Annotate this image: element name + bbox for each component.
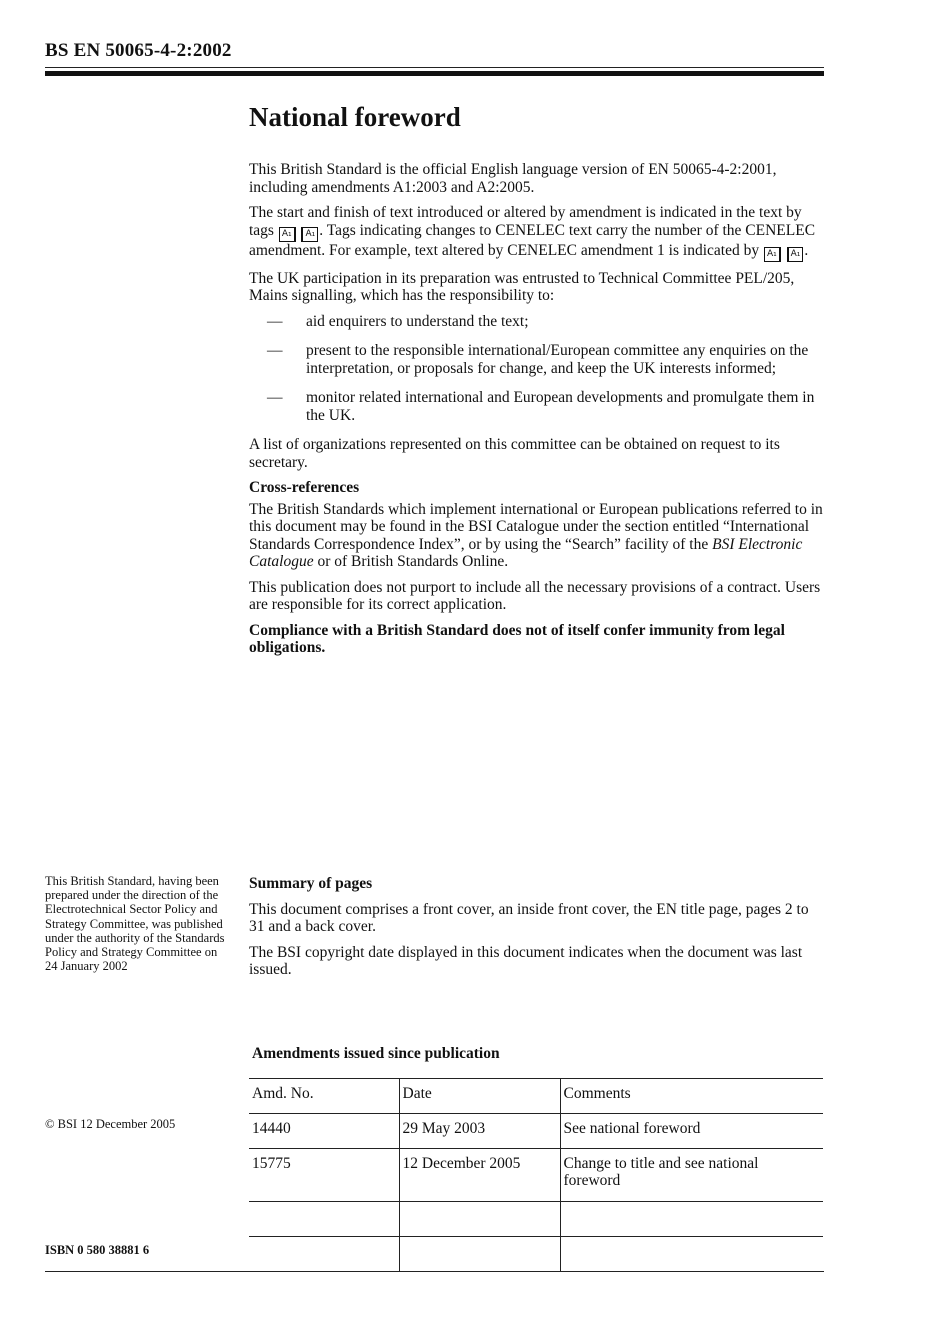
amendments-heading: Amendments issued since publication <box>252 1045 500 1062</box>
dash-icon: — <box>267 389 283 406</box>
isbn: ISBN 0 580 38881 6 <box>45 1243 150 1257</box>
table-cell <box>399 1237 560 1272</box>
header-rule-thick <box>45 71 824 76</box>
summary-of-pages-section <box>249 875 824 987</box>
table-cell: Change to title and see national foreword <box>560 1149 823 1202</box>
paragraph-tags <box>249 204 824 262</box>
table-cell: 29 May 2003 <box>399 1114 560 1149</box>
table-cell: 12 December 2005 <box>399 1149 560 1202</box>
list-item: — aid enquirers to understand the text; <box>267 312 529 330</box>
amendment-1-close-tag-icon: A₁ <box>787 247 804 262</box>
footer-rule <box>45 1271 824 1272</box>
table-cell: 15775 <box>249 1149 399 1202</box>
table-cell <box>249 1202 399 1237</box>
list-item: — present to the responsible international/European committee any enquiries on the interpretation, or proposals for change, and keep the UK interests informed; <box>267 342 809 377</box>
paragraph-cross-references: The British Standards which implement international or European publications referred to in this document may be found in the BSI Catalogue under the section entitled “International Standards Correspondence Index”, or by using the “Search” facility of the BSI Electronic Catalogue or of British Standards Online. <box>249 500 823 570</box>
national-foreword-section <box>249 100 824 665</box>
dash-icon: — <box>267 312 283 330</box>
paragraph-tags-part-1: The start and finish of text introduced or altered by amendment is indicated in the text by tags <box>249 204 802 239</box>
paragraph-committee: The UK participation in its preparation was entrusted to Technical Committee PEL/205, Mains signalling, which has the responsibility to: <box>249 269 795 304</box>
column-header-comments: Comments <box>560 1079 823 1114</box>
table-cell <box>399 1202 560 1237</box>
header-rule-thin <box>45 67 824 68</box>
dash-icon: — <box>267 342 283 359</box>
table-cell <box>560 1237 823 1272</box>
bsi-catalogue-title: BSI Electronic Catalogue <box>249 535 803 570</box>
table-cell: See national foreword <box>560 1114 823 1149</box>
amendment-open-tag-icon: A₁ <box>279 227 296 242</box>
publication-note: This British Standard, having been prepared under the direction of the Electrotechnical Sector Policy and Strategy Committee, was published under the authority of the Standards Policy and Strategy Committee on 24 January 2002 <box>45 874 225 974</box>
summary-paragraph-pages: This document comprises a front cover, an inside front cover, the EN title page, pages 2 to 31 and a back cover. <box>249 900 809 935</box>
responsibility-list <box>249 313 824 425</box>
table-cell <box>249 1237 399 1272</box>
table-row <box>249 1149 823 1202</box>
table-header-row <box>249 1079 823 1114</box>
paragraph-tags-part-2: . Tags indicating changes to CENELEC text carry the number of the CENELEC amendment. For example, text altered by CENELEC amendment 1 is indicated by <box>249 221 816 259</box>
amendments-table <box>249 1078 823 1272</box>
table-row <box>249 1114 823 1149</box>
paragraph-provisions: This publication does not purport to include all the necessary provisions of a contract. Users are responsible for its correct application. <box>249 578 821 613</box>
paragraph-intro: This British Standard is the official English language version of EN 50065-4-2:2001, including amendments A1:2003 and A2:2005. <box>249 161 777 196</box>
page-title: National foreword <box>249 102 461 132</box>
column-header-date: Date <box>399 1079 560 1114</box>
amendment-close-tag-icon: A₁ <box>301 227 318 242</box>
list-item: — monitor related international and European developments and promulgate them in the UK. <box>267 389 815 424</box>
paragraph-tags-part-3: . <box>804 241 809 259</box>
summary-heading: Summary of pages <box>249 875 373 892</box>
column-header-amd-no: Amd. No. <box>249 1079 399 1114</box>
summary-paragraph-copyright: The BSI copyright date displayed in this document indicates when the document was last issued. <box>249 943 803 978</box>
table-cell <box>560 1202 823 1237</box>
document-code: BS EN 50065-4-2:2002 <box>45 40 232 61</box>
cross-references-heading: Cross-references <box>249 479 360 496</box>
table-row <box>249 1202 823 1237</box>
paragraph-compliance: Compliance with a British Standard does not of itself confer immunity from legal obligations. <box>249 621 785 656</box>
paragraph-organizations: A list of organizations represented on this committee can be obtained on request to its secretary. <box>249 436 780 471</box>
table-cell: 14440 <box>249 1114 399 1149</box>
copyright-notice: © BSI 12 December 2005 <box>45 1117 176 1131</box>
amendment-1-open-tag-icon: A₁ <box>764 247 781 262</box>
table-row <box>249 1237 823 1272</box>
